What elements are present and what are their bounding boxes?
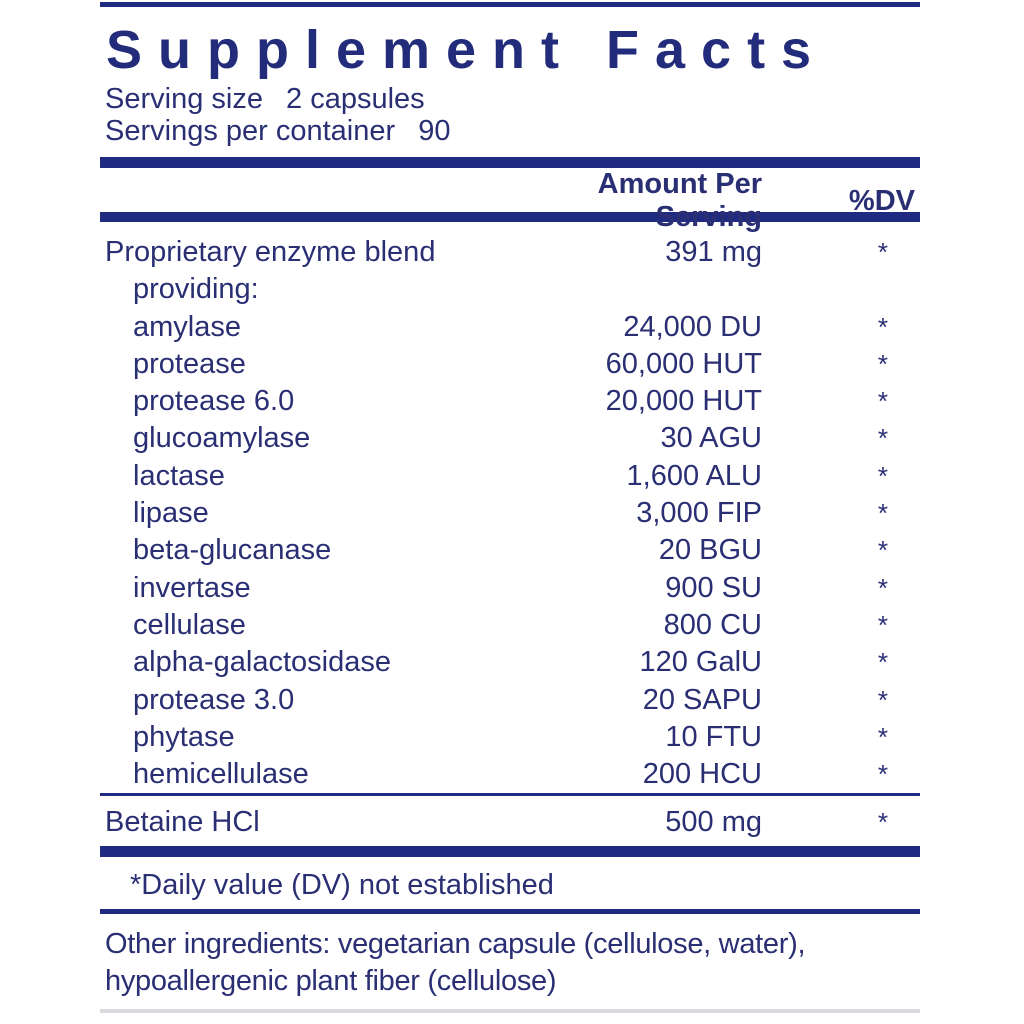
page-title: Supplement Facts [106,20,828,80]
ingredient-amount: 800 CU [663,608,762,641]
table-row [100,234,920,271]
amount-per-serving-header: Amount Per Serving [597,168,762,233]
table-row [100,570,920,607]
table-row [100,383,920,420]
ingredient-amount: 3,000 FIP [636,497,762,530]
ingredient-amount: 900 SU [665,571,762,604]
table-row [100,532,920,569]
ingredient-dv-asterisk [762,271,920,308]
ingredient-dv-asterisk: * [877,348,888,379]
ingredient-dv-asterisk: * [877,609,888,640]
table-row [100,607,920,644]
servings-per-container-label: Servings per container [105,115,396,147]
ingredient-name: alpha-galactosidase [133,646,391,679]
ingredient-amount: 10 FTU [665,720,762,753]
ingredient-dv-asterisk: * [877,311,888,342]
ingredient-name: beta-glucanase [133,534,332,567]
table-row [100,309,920,346]
table-row [100,719,920,756]
percent-dv-header: %DV [848,184,915,217]
ingredient-dv-asterisk: * [877,647,888,678]
ingredient-name: hemicellulase [133,758,309,791]
column-header-row [100,168,920,233]
other-ingredients: Other ingredients: vegetarian capsule (cellulose, water), hypoallergenic plant fiber (cellulose) [105,927,806,997]
serving-size-label: Serving size [105,83,263,115]
ingredient-amount: 20,000 HUT [605,385,762,418]
ingredient-name: glucoamylase [133,422,311,455]
ingredient-name: invertase [133,571,251,604]
ingredient-name: cellulase [133,608,246,641]
table-row [100,346,920,383]
ingredient-dv-asterisk: * [877,721,888,752]
top-rule [100,2,920,7]
ingredient-dv-asterisk: * [877,237,888,267]
ingredient-name: lactase [133,459,225,492]
serving-size-value: 2 capsules [286,83,425,115]
ingredient-amount: 60,000 HUT [605,347,762,380]
table-row [100,682,920,719]
table-row [100,458,920,495]
table-row [100,420,920,457]
header-top-rule [100,157,920,168]
ingredient-dv-asterisk: * [877,535,888,566]
ingredient-name: Proprietary enzyme blend [105,236,436,268]
ingredient-amount: 1,600 ALU [626,459,762,492]
ingredient-dv-asterisk: * [877,807,888,838]
ingredient-name: phytase [133,720,235,753]
ingredient-amount [522,271,762,308]
ingredient-name: providing: [133,273,259,306]
daily-value-footnote: *Daily value (DV) not established [130,868,554,901]
ingredient-amount: 120 GalU [639,646,762,679]
ingredient-dv-asterisk: * [877,684,888,715]
ingredient-amount: 20 BGU [658,534,762,567]
footnote-top-rule [100,846,920,857]
ingredient-amount: 24,000 DU [623,310,762,343]
ingredient-name: protease 3.0 [133,683,295,716]
ingredient-name: amylase [133,310,241,343]
servings-per-container-value: 90 [418,115,451,147]
ingredient-dv-asterisk: * [877,460,888,491]
servings-per-container-line [100,115,920,147]
ingredient-dv-asterisk: * [877,423,888,454]
ingredient-rows [100,234,920,793]
ingredient-dv-asterisk: * [877,572,888,603]
supplement-facts-panel [100,0,920,1013]
ingredient-amount: 500 mg [665,806,762,839]
table-row [100,756,920,793]
ingredient-amount: 391 mg [665,236,762,268]
table-row [100,644,920,681]
ingredient-name: lipase [133,497,209,530]
ingredient-dv-asterisk: * [877,498,888,529]
ingredient-name: Betaine HCl [105,806,260,839]
ingredient-name: protease 6.0 [133,385,295,418]
ingredient-dv-asterisk: * [877,759,888,790]
table-row [100,271,920,308]
serving-size-line [100,83,920,115]
ingredient-amount: 200 HCU [642,758,762,791]
ingredient-amount: 20 SAPU [642,683,762,716]
table-row [100,495,920,532]
ingredient-amount: 30 AGU [660,422,762,455]
bottom-rule [100,1009,920,1013]
table-row-betaine [100,796,920,842]
ingredient-name: protease [133,347,246,380]
ingredient-dv-asterisk: * [877,386,888,417]
